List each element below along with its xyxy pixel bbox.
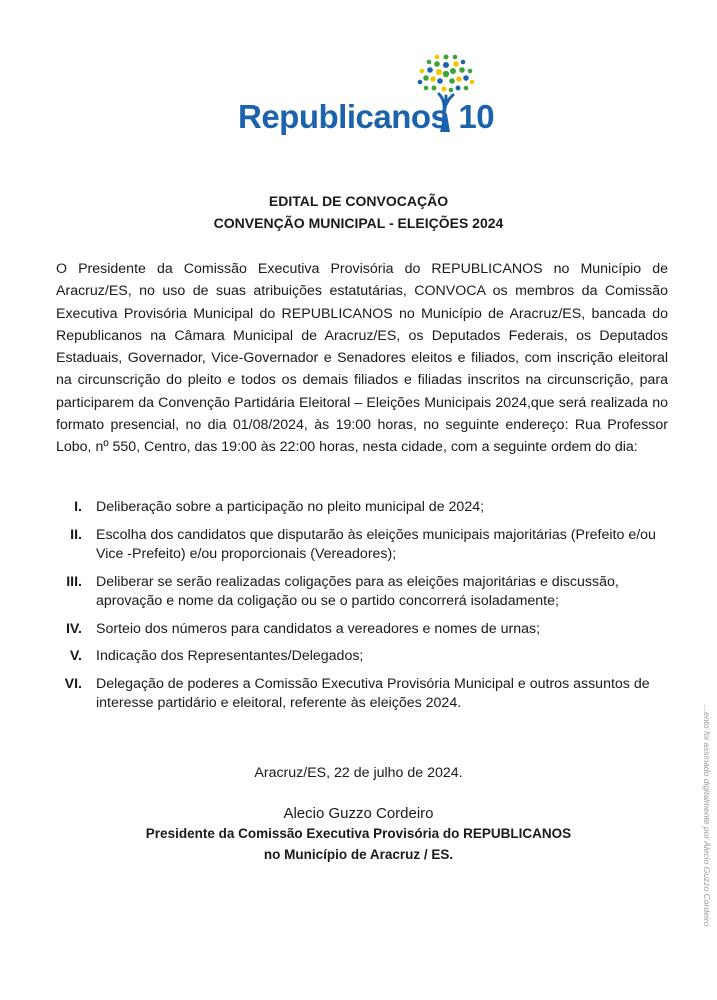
intro-paragraph: O Presidente da Comissão Executiva Provisória do REPUBLICANOS no Município de Aracruz/ES, no uso de suas atribuições estatutárias, CONVOCA os membros da Comissão Executiva Provisória Municipal do REPUBLICANOS no Município de Aracruz/ES, bancada do Republicanos na Câmara Municipal de Aracruz/ES, os Deputados Federais, os Deputados Estaduais, Governador, Vice-Governador e Senadores eleitos e filiados, com inscrição eleitoral na circunscrição do pleito e todos os demais filiados e filiadas inscritos na circunscrição, para participarem da Convenção Partidária Eleitoral – Eleições Municipais 2024,que será realizada no formato presencial, no dia 01/08/2024, às 19:00 horas, no seguinte endereço: Rua Professor Lobo, nº 550, Centro, das 19:00 às 22:00 horas, nesta cidade, com a seguinte ordem do dia: bbox=[56, 261, 668, 456]
document-title: EDITAL DE CONVOCAÇÃO bbox=[268, 193, 449, 209]
agenda-number: I. bbox=[74, 499, 82, 515]
logo-wordmark bbox=[238, 100, 494, 133]
agenda-text: Sorteio dos números para candidatos a vereadores e nomes de urnas; bbox=[96, 620, 541, 637]
digital-signature-text: ...ento foi assinado digitalmente por Alecio Guzzo Cordeiro bbox=[702, 705, 712, 927]
agenda-number: IV. bbox=[65, 620, 82, 637]
date-line: Aracruz/ES, 22 de julho de 2024. bbox=[254, 765, 463, 781]
agenda-text: Deliberar se serão realizadas coligações para as eleições majoritárias e discussão, aprovação e nome da coligação ou se o partido concorrerá isoladamente; bbox=[96, 573, 619, 609]
agenda-item bbox=[56, 498, 676, 518]
agenda-number: VI. bbox=[64, 675, 82, 692]
agenda-number: V. bbox=[69, 648, 82, 664]
signatory-title-line2: no Município de Aracruz / ES. bbox=[263, 847, 454, 862]
agenda-number: III. bbox=[66, 573, 82, 590]
logo-party-number: 10 bbox=[458, 98, 495, 135]
agenda-text: Deliberação sobre a participação no pleito municipal de 2024; bbox=[96, 499, 485, 515]
agenda-number: II. bbox=[70, 526, 82, 543]
agenda-item bbox=[56, 620, 676, 640]
signatory-name: Alecio Guzzo Cordeiro bbox=[283, 805, 434, 822]
agenda-item bbox=[56, 647, 676, 667]
agenda-list bbox=[56, 498, 676, 722]
agenda-text: Indicação dos Representantes/Delegados; bbox=[96, 648, 364, 664]
signatory-title-line1: Presidente da Comissão Executiva Provisória do REPUBLICANOS bbox=[145, 826, 572, 841]
agenda-text: Delegação de poderes a Comissão Executiva Provisória Municipal e outros assuntos de interesse partidário e eleitoral, referente às eleições 2024. bbox=[96, 675, 650, 711]
document-subtitle: CONVENÇÃO MUNICIPAL - ELEIÇÕES 2024 bbox=[213, 215, 504, 231]
agenda-item bbox=[56, 573, 676, 612]
agenda-item bbox=[56, 526, 676, 565]
agenda-text: Escolha dos candidatos que disputarão às eleições municipais majoritárias (Prefeito e/ou Vice -Prefeito) e/ou proporcionais (Vereadores); bbox=[96, 526, 656, 562]
digital-signature-note bbox=[700, 705, 714, 1000]
logo-party-name: Republicanos bbox=[238, 98, 449, 135]
agenda-item bbox=[56, 675, 676, 714]
party-logo bbox=[238, 52, 495, 138]
